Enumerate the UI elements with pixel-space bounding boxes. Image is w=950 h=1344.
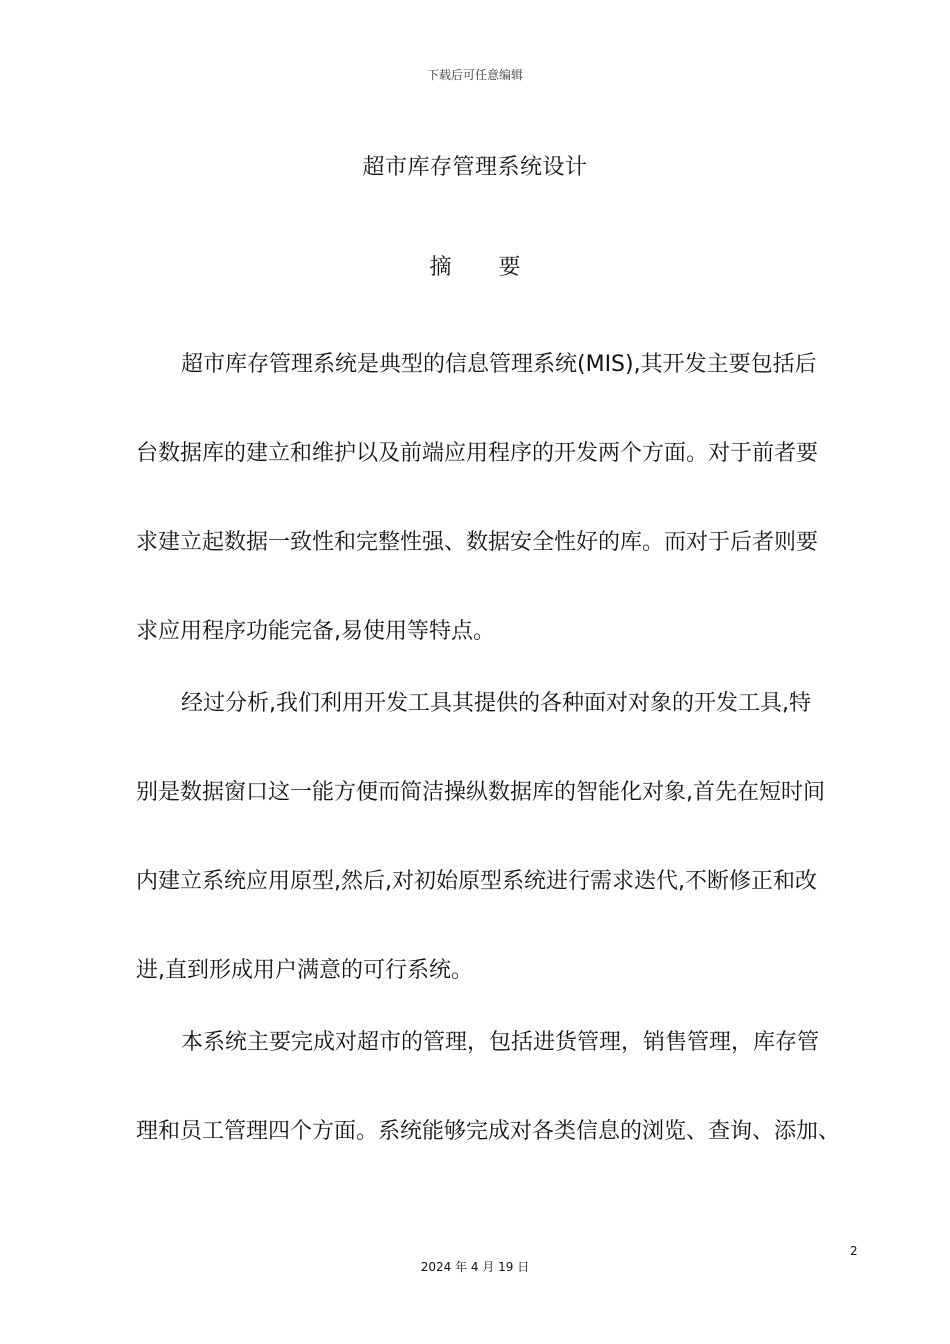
text-line: 台数据库的建立和维护以及前端应用程序的开发两个方面。对于前者要 (136, 441, 819, 466)
text-line: 别是数据窗口这一能方便而简洁操纵数据库的智能化对象,首先在短时间 (136, 780, 825, 805)
text-line: 理和员工管理四个方面。系统能够完成对各类信息的浏览、查询、添加、 (136, 1119, 841, 1144)
text-line: 求应用程序功能完备,易使用等特点。 (136, 619, 495, 644)
page-footer-date: 2024 年 4 月 19 日 (420, 1260, 530, 1274)
abstract-body (136, 338, 862, 1194)
text-line: 经过分析,我们利用开发工具其提供的各种面对对象的开发工具,特 (181, 691, 811, 716)
text-line: 超市库存管理系统是典型的信息管理系统(MIS),其开发主要包括后 (181, 352, 817, 377)
text-line: 内建立系统应用原型,然后,对初始原型系统进行需求迭代,不断修正和改 (136, 869, 817, 894)
text-line: 本系统主要完成对超市的管理，包括进货管理，销售管理，库存管 (181, 1030, 820, 1055)
text-line: 进,直到形成用户满意的可行系统。 (136, 958, 473, 983)
document-title: 超市库存管理系统设计 (362, 155, 588, 180)
text-line: 求建立起数据一致性和完整性强、数据安全性好的库。而对于后者则要 (136, 530, 819, 555)
page-header: 下载后可任意编辑 (426, 68, 523, 82)
page-number: 2 (850, 1244, 858, 1258)
abstract-heading: 摘 要 (429, 255, 521, 280)
